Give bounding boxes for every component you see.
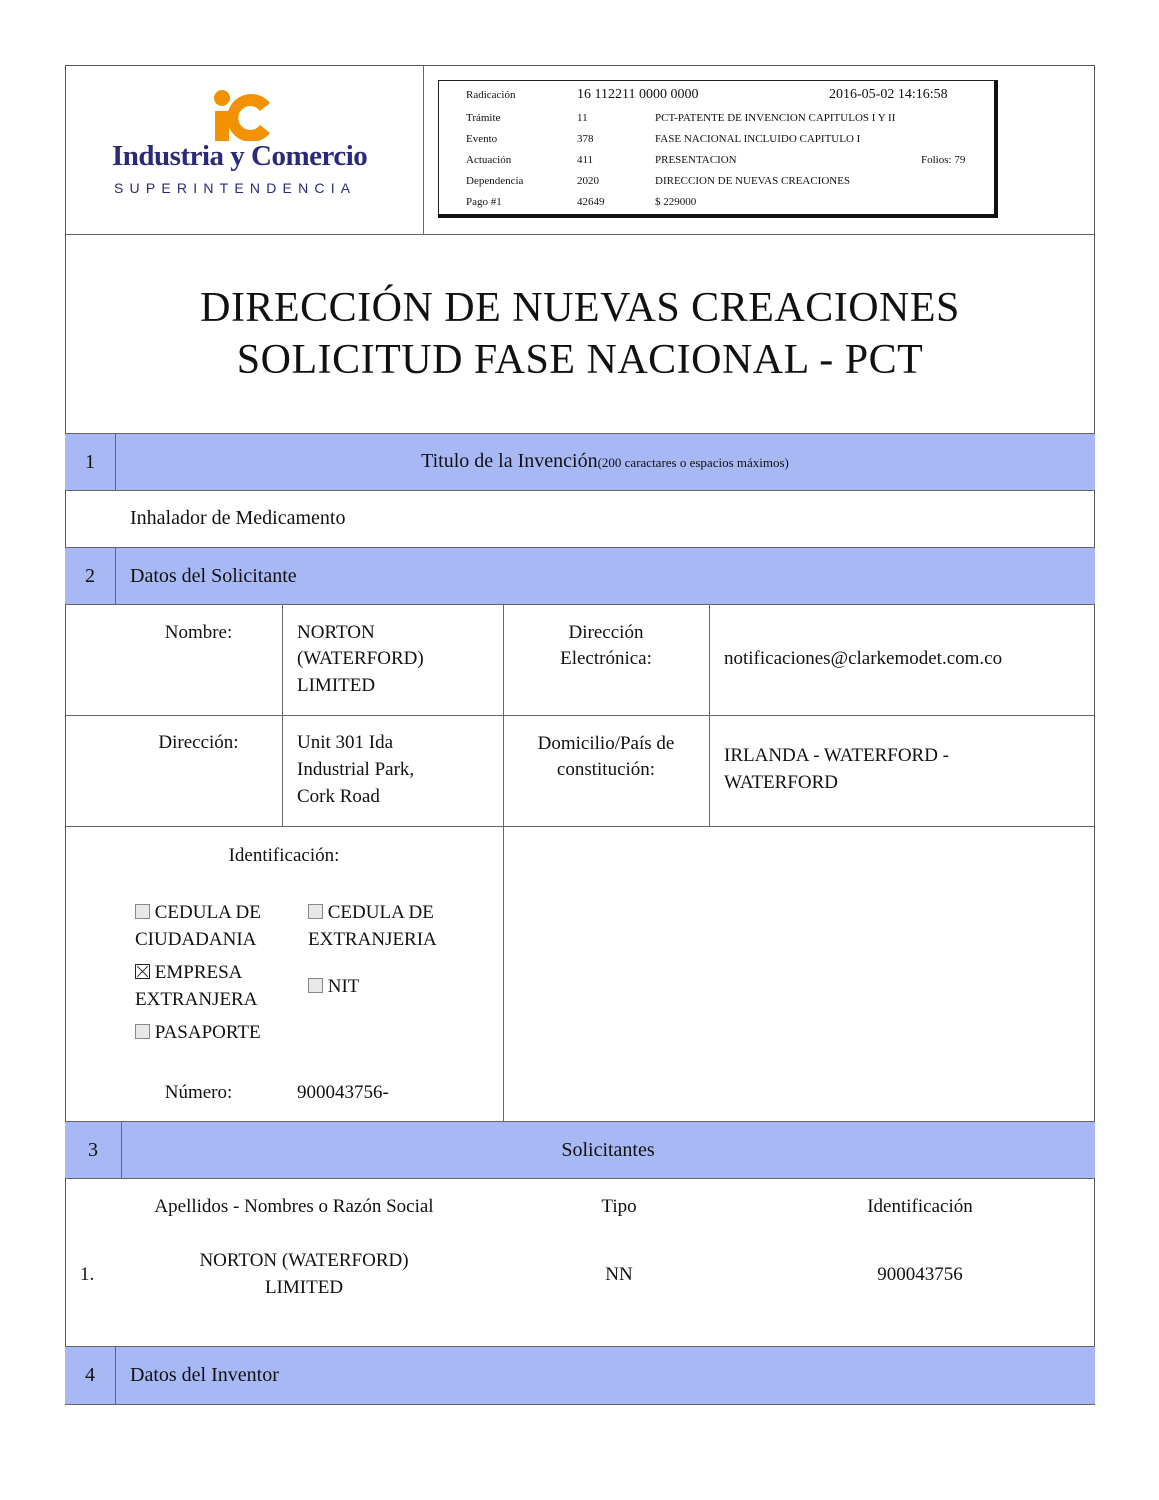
section2-number-divider <box>115 547 116 605</box>
checkbox-cedula-ciudadania[interactable] <box>135 904 150 919</box>
option-label: CEDULA DE <box>154 902 261 923</box>
sic-logo-icon <box>212 89 274 141</box>
identificacion-label: Identificación: <box>228 845 340 866</box>
nombre-label: Nombre: <box>164 622 233 643</box>
table-row-name-line1: NORTON (WATERFORD) <box>199 1250 409 1271</box>
option-label: NIT <box>327 976 360 997</box>
checkbox-pasaporte[interactable] <box>135 1024 150 1039</box>
nombre-line-1: NORTON <box>297 622 375 643</box>
domicilio-label-line-1: Domicilio/País de <box>537 733 675 754</box>
section4-number: 4 <box>85 1364 95 1386</box>
section1-heading: Titulo de la Invención <box>421 450 598 472</box>
actuacion-code: 411 <box>577 154 594 166</box>
checkbox-cedula-extranjeria[interactable] <box>308 904 323 919</box>
email-value: notificaciones@clarkemodet.com.co <box>724 648 1003 669</box>
section3-heading: Solicitantes <box>561 1139 655 1161</box>
section4-heading: Datos del Inventor <box>130 1364 279 1386</box>
domicilio-line-1: IRLANDA - WATERFORD - <box>724 745 950 766</box>
email-label-line-2: Electrónica: <box>560 648 652 669</box>
folios: Folios: 79 <box>921 154 966 166</box>
section2-heading: Datos del Solicitante <box>130 565 297 587</box>
logo-subtitle: SUPERINTENDENCIA <box>114 180 357 196</box>
tramite-label: Trámite <box>466 112 501 124</box>
page-title-line2: SOLICITUD FASE NACIONAL - PCT <box>236 337 924 383</box>
nombre-line-3: LIMITED <box>297 675 376 696</box>
option-pasaporte <box>135 1022 261 1044</box>
option-nit <box>308 976 359 998</box>
section2-number: 2 <box>85 565 95 587</box>
table-row-index: 1. <box>80 1264 95 1285</box>
email-label-line-1: Dirección <box>568 622 644 643</box>
option-cedula-extranjeria-line2: EXTRANJERIA <box>308 929 437 950</box>
column-header-name: Apellidos - Nombres o Razón Social <box>154 1196 434 1217</box>
header-divider <box>423 65 424 235</box>
section4-number-divider <box>115 1346 116 1405</box>
domicilio-line-2: WATERFORD <box>724 772 839 793</box>
evento-code: 378 <box>577 133 594 145</box>
radicacion-datetime: 2016-05-02 14:16:58 <box>829 87 948 102</box>
option-label: CEDULA DE <box>327 902 434 923</box>
option-label: EMPRESA <box>154 962 243 983</box>
table-row-name-line2: LIMITED <box>264 1277 344 1298</box>
dependencia-label: Dependencia <box>466 175 524 187</box>
numero-value: 900043756- <box>297 1082 389 1103</box>
dependencia-code: 2020 <box>577 175 599 187</box>
tramite-desc: PCT-PATENTE DE INVENCION CAPITULOS I Y II <box>655 112 896 124</box>
option-cedula-ciudadania <box>135 902 261 924</box>
table-row-tipo: NN <box>605 1264 633 1285</box>
direccion-line-1: Unit 301 Ida <box>297 732 394 753</box>
option-cedula-ciudadania-line2: CIUDADANIA <box>135 929 257 950</box>
grid-h1 <box>65 715 1095 716</box>
option-empresa-extranjera-line2: EXTRANJERA <box>135 989 258 1010</box>
direccion-line-3: Cork Road <box>297 786 380 807</box>
option-label: PASAPORTE <box>154 1022 261 1043</box>
checkbox-empresa-extranjera[interactable] <box>135 964 150 979</box>
logo-title: Industria y Comercio <box>112 140 368 172</box>
pago-label: Pago #1 <box>466 196 502 208</box>
nombre-line-2: (WATERFORD) <box>297 648 424 669</box>
column-header-tipo: Tipo <box>601 1196 637 1217</box>
dependencia-desc: DIRECCION DE NUEVAS CREACIONES <box>655 175 851 187</box>
page-title-line1: DIRECCIÓN DE NUEVAS CREACIONES <box>200 285 960 331</box>
evento-label: Evento <box>466 133 498 145</box>
domicilio-label-line-2: constitución: <box>556 759 656 780</box>
section1-number: 1 <box>85 451 95 473</box>
tramite-code: 11 <box>577 112 588 124</box>
actuacion-label: Actuación <box>466 154 512 166</box>
option-empresa-extranjera <box>135 962 242 984</box>
pago-code: 42649 <box>577 196 605 208</box>
section3-number: 3 <box>88 1139 98 1161</box>
header-bottom-rule <box>65 234 1095 235</box>
direccion-line-2: Industrial Park, <box>297 759 415 780</box>
option-cedula-extranjeria <box>308 902 434 924</box>
column-header-identificacion: Identificación <box>867 1196 973 1217</box>
radicacion-label: Radicación <box>466 89 516 101</box>
grid-v2 <box>503 605 504 1121</box>
invention-title-value: Inhalador de Medicamento <box>130 507 346 529</box>
radicacion-value: 16 112211 0000 0000 <box>577 87 699 102</box>
numero-label: Número: <box>164 1082 233 1103</box>
checkbox-nit[interactable] <box>308 978 323 993</box>
evento-desc: FASE NACIONAL INCLUIDO CAPITULO I <box>655 133 861 145</box>
section1-heading-note: (200 caractares o espacios máximos) <box>597 455 789 470</box>
table-row-identificacion: 900043756 <box>877 1264 963 1285</box>
pago-value: $ 229000 <box>655 196 697 208</box>
direccion-label: Dirección: <box>158 732 239 753</box>
grid-h2 <box>65 826 1095 827</box>
section1-heading-wrap <box>115 450 1095 473</box>
actuacion-desc: PRESENTACION <box>655 154 737 166</box>
